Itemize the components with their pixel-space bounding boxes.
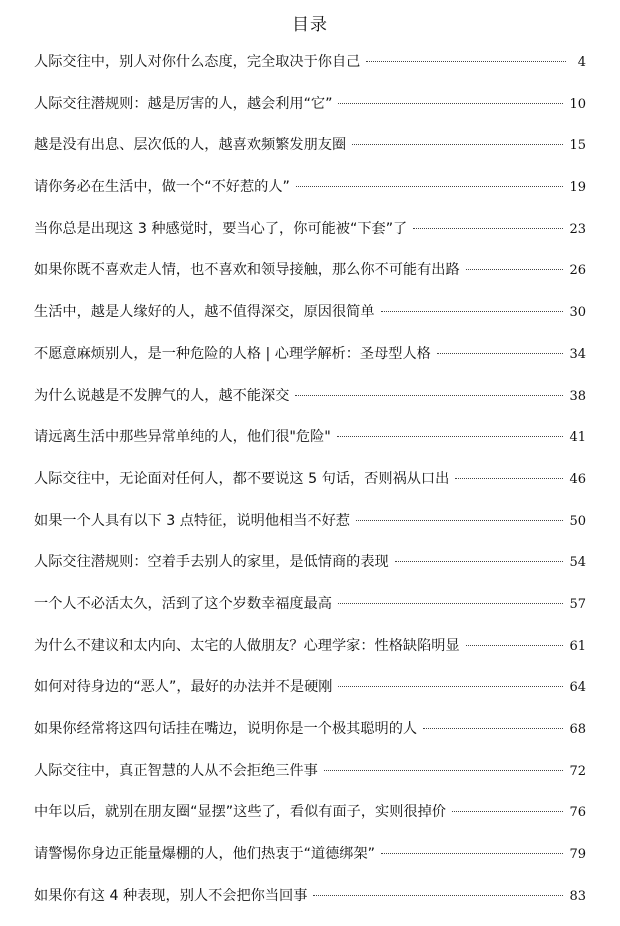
dot-leader [324, 770, 564, 771]
toc-entry[interactable] [34, 215, 586, 257]
toc-entry-title: 如果你既不喜欢走人情，也不喜欢和领导接触，那么你不可能有出路 [34, 262, 460, 279]
toc-entry-page: 34 [569, 346, 586, 362]
toc-entry-page: 15 [569, 138, 586, 154]
toc-entry[interactable] [34, 632, 586, 674]
toc-list [34, 48, 586, 923]
toc-entry-page: 41 [569, 430, 586, 446]
dot-leader [423, 728, 563, 729]
toc-entry-page: 50 [569, 513, 586, 529]
toc-entry-page: 38 [569, 388, 586, 404]
toc-entry[interactable] [34, 465, 586, 507]
toc-entry[interactable] [34, 298, 586, 340]
toc-entry[interactable] [34, 256, 586, 298]
toc-entry-title: 如果一个人具有以下 3 点特征，说明他相当不好惹 [34, 512, 350, 529]
toc-entry[interactable] [34, 48, 586, 90]
dot-leader [452, 811, 564, 812]
dot-leader [413, 228, 563, 229]
dot-leader [366, 61, 566, 62]
toc-entry-title: 如何对待身边的“恶人”，最好的办法并不是硬刚 [34, 679, 333, 696]
toc-entry[interactable] [34, 882, 586, 924]
toc-entry-page: 68 [569, 722, 586, 737]
toc-entry[interactable] [34, 90, 586, 132]
toc-entry-title: 为什么说越是不发脾气的人，越不能深交 [34, 387, 290, 404]
dot-leader [356, 520, 563, 521]
toc-entry-page: 54 [569, 555, 586, 571]
dot-leader [338, 686, 563, 687]
dot-leader [352, 144, 563, 145]
dot-leader [455, 478, 563, 479]
toc-entry-page: 19 [569, 180, 586, 196]
dot-leader [296, 186, 564, 187]
toc-entry-title: 生活中，越是人缘好的人，越不值得深交，原因很简单 [34, 304, 375, 321]
toc-entry[interactable] [34, 423, 586, 465]
toc-entry-title: 当你总是出现这 3 种感觉时，要当心了，你可能被“下套”了 [34, 220, 408, 237]
toc-entry-title: 请远离生活中那些异常单纯的人，他们很"危险" [34, 429, 331, 446]
dot-leader [466, 269, 564, 270]
toc-entry-title: 请你务必在生活中，做一个“不好惹的人” [34, 179, 290, 196]
dot-leader [466, 645, 564, 646]
toc-entry-title: 中年以后，就别在朋友圈“显摆”这些了，看似有面子，实则很掉价 [34, 804, 446, 821]
toc-entry-title: 越是没有出息、层次低的人，越喜欢频繁发朋友圈 [34, 137, 347, 154]
toc-entry[interactable] [34, 798, 586, 840]
toc-title: 目录 [292, 15, 328, 35]
toc-entry-title: 人际交往潜规则：空着手去别人的家里，是低情商的表现 [34, 554, 389, 571]
toc-entry-title: 为什么不建议和太内向、太宅的人做朋友？心理学家：性格缺陷明显 [34, 637, 460, 654]
toc-entry-title: 一个人不必活太久，活到了这个岁数幸福度最高 [34, 595, 332, 612]
toc-entry-page: 57 [569, 596, 586, 612]
toc-entry[interactable] [34, 173, 586, 215]
toc-entry[interactable] [34, 715, 586, 757]
toc-entry-page: 30 [569, 305, 586, 321]
toc-entry-page: 72 [569, 763, 586, 779]
toc-entry-title: 如果你有这 4 种表现，别人不会把你当回事 [34, 887, 308, 904]
toc-entry-title: 如果你经常将这四句话挂在嘴边，说明你是一个极其聪明的人 [34, 721, 418, 737]
toc-entry-page: 64 [569, 680, 586, 696]
toc-entry-title: 人际交往潜规则：越是厉害的人，越会利用“它” [34, 95, 333, 112]
dot-leader [395, 561, 564, 562]
toc-entry-page: 46 [569, 471, 586, 487]
toc-entry[interactable] [34, 131, 586, 173]
toc-entry[interactable] [34, 548, 586, 590]
toc-entry-title: 人际交往中，真正智慧的人从不会拒绝三件事 [34, 762, 318, 779]
toc-entry[interactable] [34, 507, 586, 549]
toc-entry-page: 76 [569, 805, 586, 821]
toc-entry-title: 不愿意麻烦别人，是一种危险的人格 | 心理学解析：圣母型人格 [34, 345, 431, 362]
dot-leader [313, 895, 563, 896]
toc-entry[interactable] [34, 840, 586, 882]
toc-entry[interactable] [34, 673, 586, 715]
toc-entry-title: 人际交往中，无论面对任何人，都不要说这 5 句话，否则祸从口出 [34, 470, 450, 487]
toc-entry-title: 人际交往中，别人对你什么态度，完全取决于你自己 [34, 54, 361, 70]
dot-leader [381, 311, 564, 312]
dot-leader [338, 103, 563, 104]
toc-entry-page: 4 [577, 55, 586, 70]
dot-leader [338, 603, 564, 604]
toc-entry-page: 26 [569, 263, 586, 279]
toc-entry-page: 83 [569, 888, 586, 904]
toc-entry[interactable] [34, 340, 586, 382]
toc-entry[interactable] [34, 590, 586, 632]
dot-leader [381, 853, 563, 854]
toc-entry[interactable] [34, 382, 586, 424]
toc-entry-page: 61 [569, 638, 586, 654]
dot-leader [295, 395, 563, 396]
dot-leader [437, 353, 564, 354]
toc-entry[interactable] [34, 757, 586, 799]
toc-entry-page: 10 [569, 96, 586, 112]
dot-leader [337, 436, 564, 437]
toc-entry-page: 23 [569, 221, 586, 237]
toc-entry-title: 请警惕你身边正能量爆棚的人，他们热衷于“道德绑架” [34, 846, 376, 863]
toc-entry-page: 79 [569, 847, 586, 863]
